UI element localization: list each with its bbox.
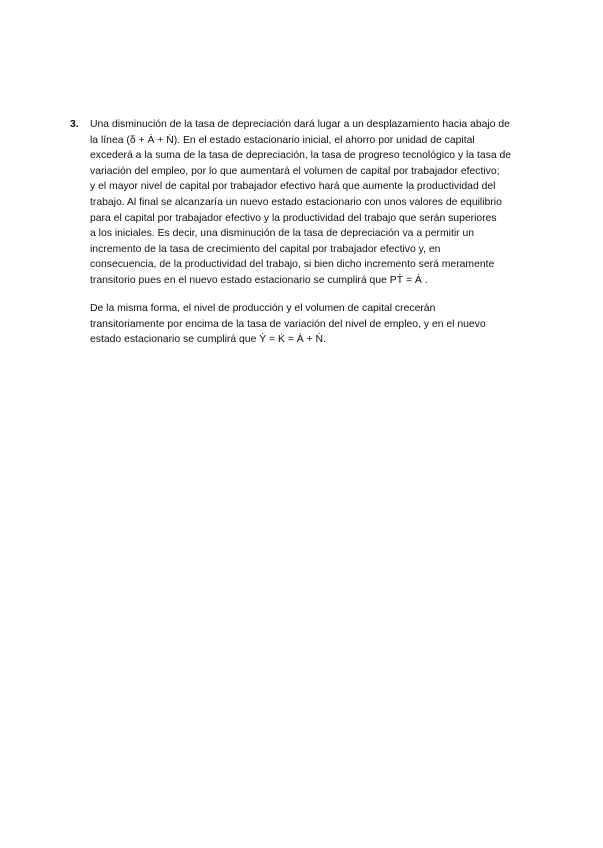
text-line: la línea (δ + Ȧ + Ṅ). En el estado estacionario inicial, el ahorro por unidad de capital	[90, 134, 475, 146]
text-line: variación del empleo, por lo que aumentará el volumen de capital por trabajador efectivo;	[90, 165, 500, 177]
text-line: incremento de la tasa de crecimiento del capital por trabajador efectivo y, en	[90, 243, 441, 255]
item-number: 3.	[70, 119, 79, 130]
text-line: trabajo. Al final se alcanzaría un nuevo estado estacionario con unos valores de equilibrio	[90, 196, 502, 208]
text-line: transitorio pues en el nuevo estado estacionario se cumplirá que PṪ = Ȧ .	[90, 274, 428, 286]
text-line: para el capital por trabajador efectivo y la productividad del trabajo que serán superiores	[90, 212, 497, 224]
text-line: consecuencia, de la productividad del trabajo, si bien dicho incremento será meramente	[90, 259, 495, 271]
text-line: estado estacionario se cumplirá que Ẏ = K̇ = Ȧ + Ṅ.	[90, 334, 326, 346]
text-line: y el mayor nivel de capital por trabajador efectivo hará que aumente la productividad del	[90, 181, 496, 193]
text-line: Una disminución de la tasa de depreciación dará lugar a un desplazamiento hacia abajo de	[90, 119, 510, 130]
text-line: De la misma forma, el nivel de producción y el volumen de capital crecerán	[90, 303, 436, 314]
item-3-paragraph	[90, 117, 535, 289]
text-line: excederá a la suma de la tasa de depreciación, la tasa de progreso tecnológico y la tasa de	[90, 150, 512, 162]
text-line: a los iniciales. Es decir, una disminución de la tasa de depreciación va a permitir un	[90, 228, 475, 240]
second-paragraph	[90, 301, 535, 348]
text-line: transitoriamente por encima de la tasa de variación del nivel de empleo, y en el nuevo	[90, 318, 486, 330]
